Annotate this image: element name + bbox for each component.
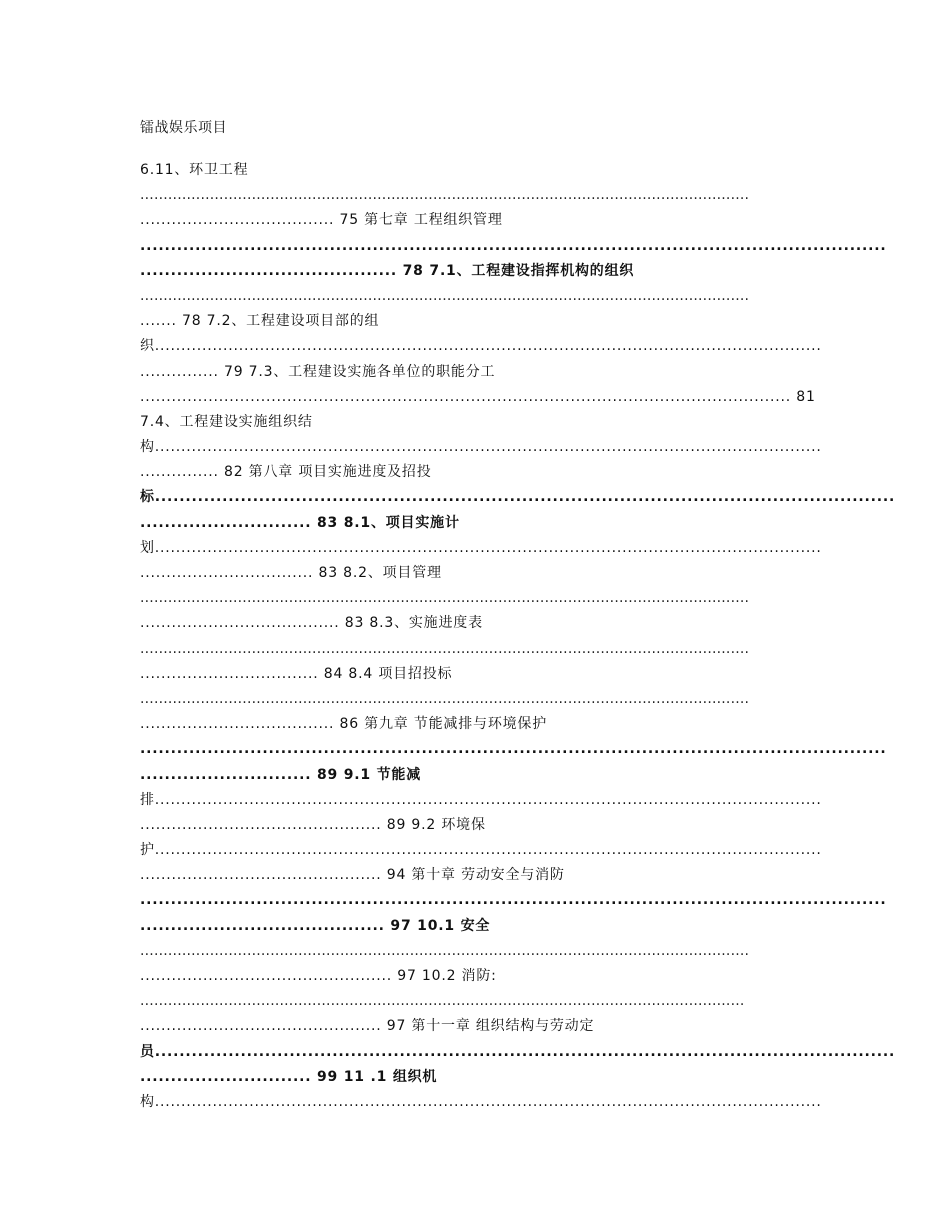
toc-line: 构............................................................................................................................... xyxy=(140,439,822,456)
toc-line: ..................................... 75 第七章 工程组织管理 xyxy=(140,212,503,229)
toc-line: ................................................................................................................................... xyxy=(140,187,750,204)
toc-line: ............... 82 第八章 项目实施进度及招投 xyxy=(140,464,432,481)
toc-line: ............................ 83 8.1、项目实施计 xyxy=(140,514,460,531)
toc-line: ............................................................................................................................ 81 xyxy=(140,388,816,405)
toc-line: 织............................................................................................................................... xyxy=(140,338,822,355)
toc-line: 排............................................................................................................................... xyxy=(140,791,822,808)
table-of-contents xyxy=(140,158,896,1115)
toc-line: 护............................................................................................................................... xyxy=(140,842,822,859)
toc-line: .......................................................................................................................... xyxy=(140,237,887,254)
toc-line: ........................................ 97 10.1 安全 xyxy=(140,917,491,934)
document-header-title: 镭战娱乐项目 xyxy=(140,120,227,136)
toc-line: .......................................... 78 7.1、工程建设指挥机构的组织 xyxy=(140,262,635,279)
toc-line: .............................................. 89 9.2 环境保 xyxy=(140,816,486,833)
toc-line: ................................................................................................................................... xyxy=(140,690,750,707)
toc-line: .............................................. 97 第十一章 组织结构与劳动定 xyxy=(140,1018,595,1035)
toc-line: 员......................................................................................................................... xyxy=(140,1043,896,1060)
toc-line: ................................................................................................................................... xyxy=(140,640,750,657)
toc-line: ..................................... 86 第九章 节能减排与环境保护 xyxy=(140,716,548,733)
toc-line: 7.4、工程建设实施组织结 xyxy=(140,413,313,430)
toc-line: .................................................................................................................................. xyxy=(140,993,745,1010)
toc-line: ............... 79 7.3、工程建设实施各单位的职能分工 xyxy=(140,363,496,380)
toc-line: ................................................................................................................................... xyxy=(140,590,750,607)
toc-line: 6.11、环卫工程 xyxy=(140,162,249,178)
toc-line: ................................................ 97 10.2 消防: xyxy=(140,968,497,984)
toc-line: 标......................................................................................................................... xyxy=(140,489,896,506)
toc-line: ....... 78 7.2、工程建设项目部的组 xyxy=(140,313,380,330)
toc-line: .......................................................................................................................... xyxy=(140,741,887,758)
toc-line: .................................. 84 8.4 项目招投标 xyxy=(140,665,453,682)
toc-line: ............................ 89 9.1 节能减 xyxy=(140,766,422,783)
toc-line: ................................................................................................................................... xyxy=(140,287,750,304)
toc-line: ................................................................................................................................... xyxy=(140,942,750,959)
toc-line: ...................................... 83 8.3、实施进度表 xyxy=(140,615,483,632)
toc-line: 构............................................................................................................................... xyxy=(140,1093,822,1110)
toc-line: .............................................. 94 第十章 劳动安全与消防 xyxy=(140,867,565,884)
toc-line: ................................. 83 8.2、项目管理 xyxy=(140,565,442,581)
toc-line: .......................................................................................................................... xyxy=(140,892,887,909)
toc-line: 划............................................................................................................................... xyxy=(140,539,822,556)
toc-line: ............................ 99 11 .1 组织机 xyxy=(140,1068,438,1085)
